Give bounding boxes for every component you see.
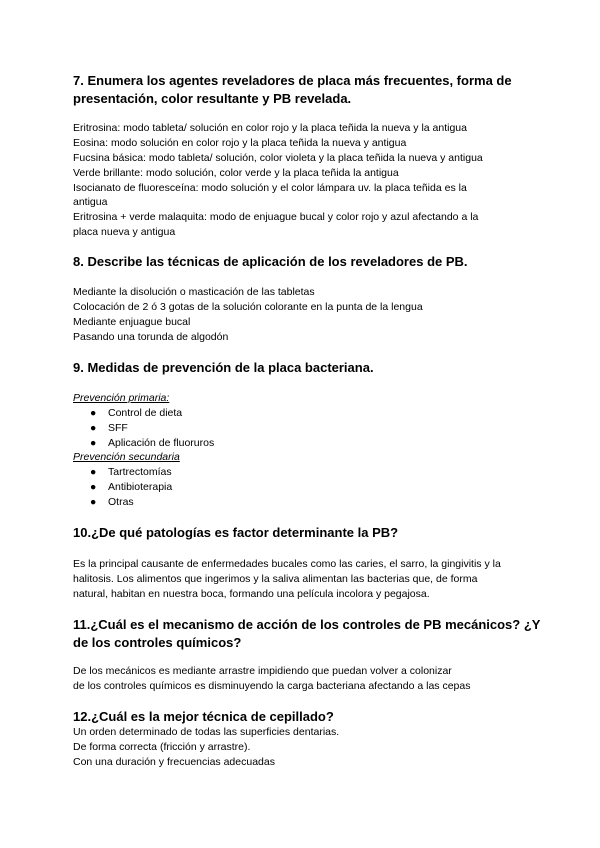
list-item: ● Antibioterapia xyxy=(90,481,173,493)
list-item: ● Aplicación de fluoruros xyxy=(90,437,215,449)
q8-line: Pasando una torunda de algodón xyxy=(73,331,229,343)
bullet-icon: ● xyxy=(90,496,97,508)
q7-line: Eritrosina: modo tableta/ solución en color rojo y la placa teñida la nueva y la antigua xyxy=(73,122,467,134)
q10-line: halitosis. Los alimentos que ingerimos y la saliva alimentan las bacterias que, de forma xyxy=(73,573,478,585)
q12-line: Con una duración y frecuencias adecuadas xyxy=(73,756,275,768)
primary-prevention-label: Prevención primaria: xyxy=(73,392,170,404)
bullet-icon: ● xyxy=(90,407,97,419)
q7-line: Eritrosina + verde malaquita: modo de enjuague bucal y color rojo y azul afectando a la xyxy=(73,211,479,223)
q7-line: Verde brillante: modo solución, color verde y la placa teñida la antigua xyxy=(73,167,399,179)
bullet-icon: ● xyxy=(90,437,97,449)
q11-line: de los controles químicos es disminuyendo la carga bacteriana afectando a las cepas xyxy=(73,680,471,692)
q7-line: antigua xyxy=(73,196,108,208)
q7-line: Eosina: modo solución en color rojo y la placa teñida la nueva y antigua xyxy=(73,137,407,149)
list-item: ● Otras xyxy=(90,496,134,508)
q12-line: De forma correcta (fricción y arrastre). xyxy=(73,741,251,753)
q7-line: Isocianato de fluoresceína: modo solución y el color lámpara uv. la placa teñida es la xyxy=(73,182,467,194)
q12-line: Un orden determinado de todas las superficies dentarias. xyxy=(73,726,340,738)
q7-heading: 7. Enumera los agentes reveladores de placa más frecuentes, forma de presentación, color resultante y PB revelada. xyxy=(73,73,512,106)
q7-line: placa nueva y antigua xyxy=(73,226,176,238)
q8-heading: 8. Describe las técnicas de aplicación de los reveladores de PB. xyxy=(73,254,468,269)
q12-heading: 12.¿Cuál es la mejor técnica de cepillado? xyxy=(73,709,334,724)
q9-heading: 9. Medidas de prevención de la placa bacteriana. xyxy=(73,360,374,375)
q10-line: Es la principal causante de enfermedades bucales como las caries, el sarro, la gingivitis y la xyxy=(73,558,501,570)
list-item: ● SFF xyxy=(90,422,128,434)
q11-line: De los mecánicos es mediante arrastre impidiendo que puedan volver a colonizar xyxy=(73,665,452,677)
q8-line: Colocación de 2 ó 3 gotas de la solución colorante en la punta de la lengua xyxy=(73,301,423,313)
bullet-icon: ● xyxy=(90,481,97,493)
q11-heading: 11.¿Cuál es el mecanismo de acción de los controles de PB mecánicos? ¿Y de los controles químicos? xyxy=(73,617,541,650)
bullet-icon: ● xyxy=(90,422,97,434)
secondary-prevention-label: Prevención secundaria xyxy=(73,451,180,463)
list-item: ● Tartrectomías xyxy=(90,466,172,478)
q8-line: Mediante la disolución o masticación de las tabletas xyxy=(73,286,315,298)
bullet-icon: ● xyxy=(90,466,97,478)
q7-line: Fucsina básica: modo tableta/ solución, color violeta y la placa teñida la nueva y antigua xyxy=(73,152,483,164)
list-item: ● Control de dieta xyxy=(90,407,183,419)
q8-line: Mediante enjuague bucal xyxy=(73,316,191,328)
q10-heading: 10.¿De qué patologías es factor determinante la PB? xyxy=(73,525,399,540)
q10-line: natural, habitan en nuestra boca, formando una película incolora y pegajosa. xyxy=(73,588,430,600)
